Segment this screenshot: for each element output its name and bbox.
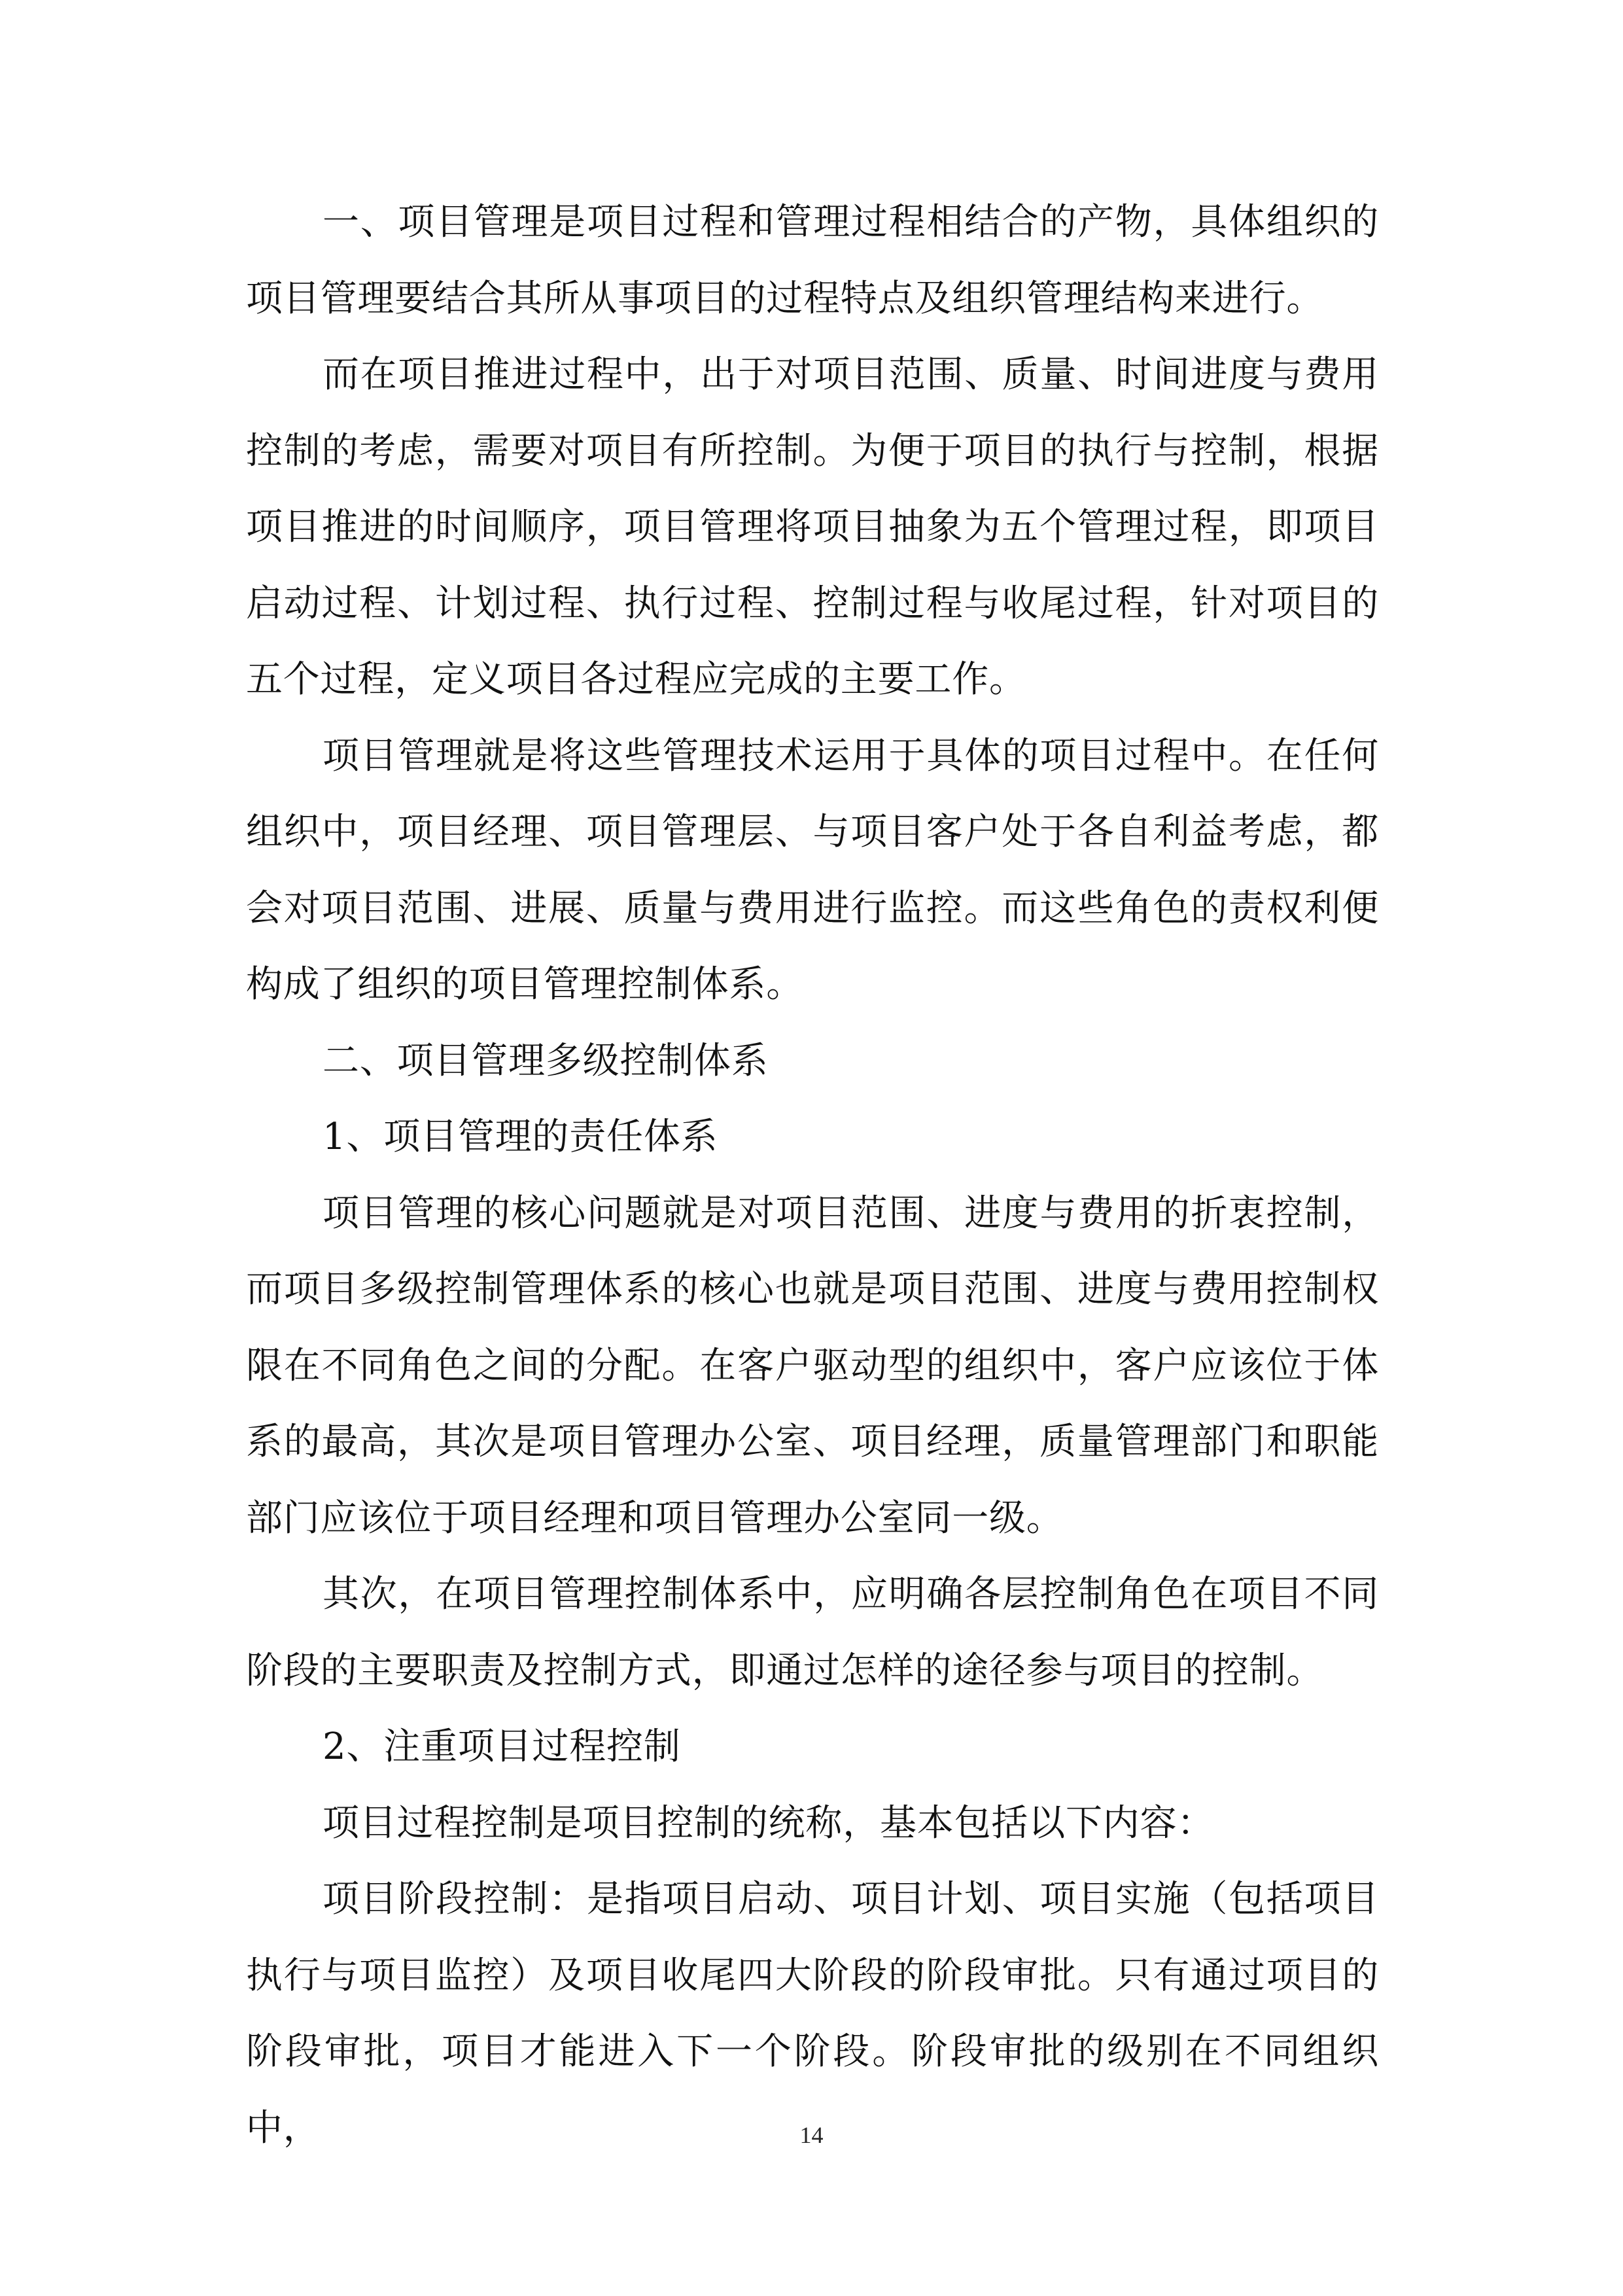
paragraph-phase-control: 项目阶段控制：是指项目启动、项目计划、项目实施（包括项目执行与项目监控）及项目收尾四大阶段的阶段审批。只有通过项目的阶段审批，项目才能进入下一个阶段。阶段审批的级别在不同组织中， bbox=[246, 1878, 1379, 2149]
paragraph-core-issue: 项目管理的核心问题就是对项目范围、进度与费用的折衷控制，而项目多级控制管理体系的核心也就是项目范围、进度与费用控制权限在不同角色之间的分配。在客户驱动型的组织中，客户应该位于体系的最高，其次是项目管理办公室、项目经理，质量管理部门和职能部门应该位于项目经理和项目管理办公室同一级。 bbox=[246, 1192, 1379, 1540]
section-heading-multilevel-control: 二、项目管理多级控制体系 bbox=[323, 1039, 769, 1082]
body-text bbox=[246, 185, 1379, 2166]
subheading-responsibility-system: 1、项目管理的责任体系 bbox=[323, 1116, 718, 1158]
page-number: 14 bbox=[799, 2122, 824, 2148]
paragraph-control-system: 项目管理就是将这些管理技术运用于具体的项目过程中。在任何组织中，项目经理、项目管理层、与项目客户处于各自利益考虑，都会对项目范围、进展、质量与费用进行监控。而这些角色的责权利便构成了组织的项目管理控制体系。 bbox=[246, 734, 1379, 1006]
paragraph-process-control-summary: 项目过程控制是项目控制的统称，基本包括以下内容： bbox=[323, 1801, 1215, 1845]
paragraph-project-management-intro: 一、项目管理是项目过程和管理过程相结合的产物，具体组织的项目管理要结合其所从事项目的过程特点及组织管理结构来进行。 bbox=[246, 201, 1379, 320]
subheading-process-control: 2、注重项目过程控制 bbox=[323, 1725, 681, 1768]
paragraph-roles-responsibilities: 其次，在项目管理控制体系中，应明确各层控制角色在项目不同阶段的主要职责及控制方式，即通过怎样的途径参与项目的控制。 bbox=[246, 1573, 1379, 1692]
paragraph-five-processes: 而在项目推进过程中，出于对项目范围、质量、时间进度与费用控制的考虑，需要对项目有所控制。为便于项目的执行与控制，根据项目推进的时间顺序，项目管理将项目抽象为五个管理过程，即项目启动过程、计划过程、执行过程、控制过程与收尾过程，针对项目的五个过程，定义项目各过程应完成的主要工作。 bbox=[246, 353, 1379, 701]
